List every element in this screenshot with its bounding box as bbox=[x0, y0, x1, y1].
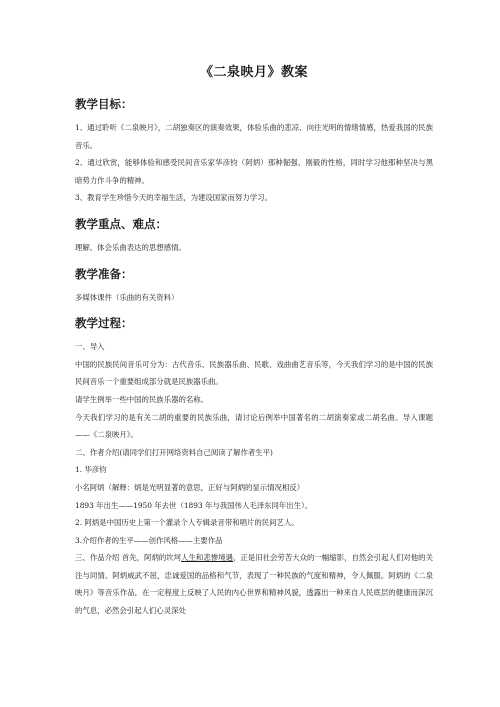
process-line-7: 小名阿炳（解释：炳是光明显著的意思，正好与阿炳的显示情况相反） bbox=[75, 482, 305, 492]
last-para-after: ，正是旧社会劳苦大众的一幅缩影，自然会引起人们对他的关注与同情。阿炳威武不屈，忠诚爱国的品格和气节，表现了一种民族的气度和精神，令人佩服。阿炳的《二泉映月》等音乐作品，在一定程度上反映了人民的内心世界和精神风貌，透露出一种来自人民底层的健康而深沉的气息，必然会引起人们心灵深处 bbox=[75, 553, 433, 616]
process-line-8: 1893 年出生——1950 年去世（1893 年与我国伟人毛泽东同年出生）。 bbox=[75, 500, 313, 510]
process-line-5: 二、作者介绍(请同学们打开网络资料自己阅读了解作者生平) bbox=[75, 447, 273, 457]
heading-goals: 教学目标： bbox=[75, 97, 133, 111]
focus-text: 理解、体会乐曲表达的思想感情。 bbox=[75, 242, 186, 252]
prep-text: 多媒体课件（乐曲的有关资料） bbox=[75, 292, 179, 302]
heading-prep: 教学准备： bbox=[75, 266, 133, 281]
process-line-1: 一、导入 bbox=[75, 342, 105, 352]
process-line-2: 中国的民族民间音乐可分为：古代音乐、民族器乐曲、民歌、戏曲曲艺音乐等，今天我们学习的是中国的民族民间音乐一个重要组成部分就是民族器乐曲。 bbox=[75, 359, 433, 387]
last-para-underlined: 人生和悲惨境遇 bbox=[181, 553, 233, 563]
goal-item-3: 3、教育学生珍惜今天的幸福生活，为建设国家而努力学习。 bbox=[75, 193, 272, 203]
process-line-9: 2. 阿炳是中国历史上第一个灌录个人专辑录音带和唱片的民间艺人。 bbox=[75, 518, 299, 528]
goal-item-1: 1、通过聆听《二泉映月》，二胡独奏区的演奏效果，体验乐曲的悲凉、向往光明的情绪情感，热爱我国的民族音乐。 bbox=[75, 123, 433, 150]
process-line-4: 今天我们学习的是有关二胡的重要的民族乐曲，请讨论后例举中国著名的二胡演奏家或二胡名曲。导入课题——《二泉映月》。 bbox=[75, 412, 433, 440]
process-line-10: 3.介绍作者的生平——创作风格——主要作品 bbox=[75, 535, 223, 545]
heading-process: 教学过程： bbox=[75, 316, 133, 331]
last-para-before: 三、作品介绍 首先，阿炳的坎坷 bbox=[75, 553, 182, 563]
document-title: 《二泉映月》教案 bbox=[199, 65, 308, 80]
goal-item-2: 2、通过欣赏，能够体验和感受民间音乐家华彦钧（阿炳）那种倔强、刚毅的性格，同时学习他那种坚决与黑暗势力作斗争的精神。 bbox=[75, 158, 433, 185]
heading-focus: 教学重点、难点： bbox=[75, 216, 167, 231]
document-content bbox=[75, 64, 433, 620]
process-line-6: 1. 华彦钧 bbox=[75, 465, 107, 475]
process-line-3: 请学生例举一些中国的民族乐器的名称。 bbox=[75, 394, 209, 404]
process-last-paragraph bbox=[75, 549, 433, 619]
